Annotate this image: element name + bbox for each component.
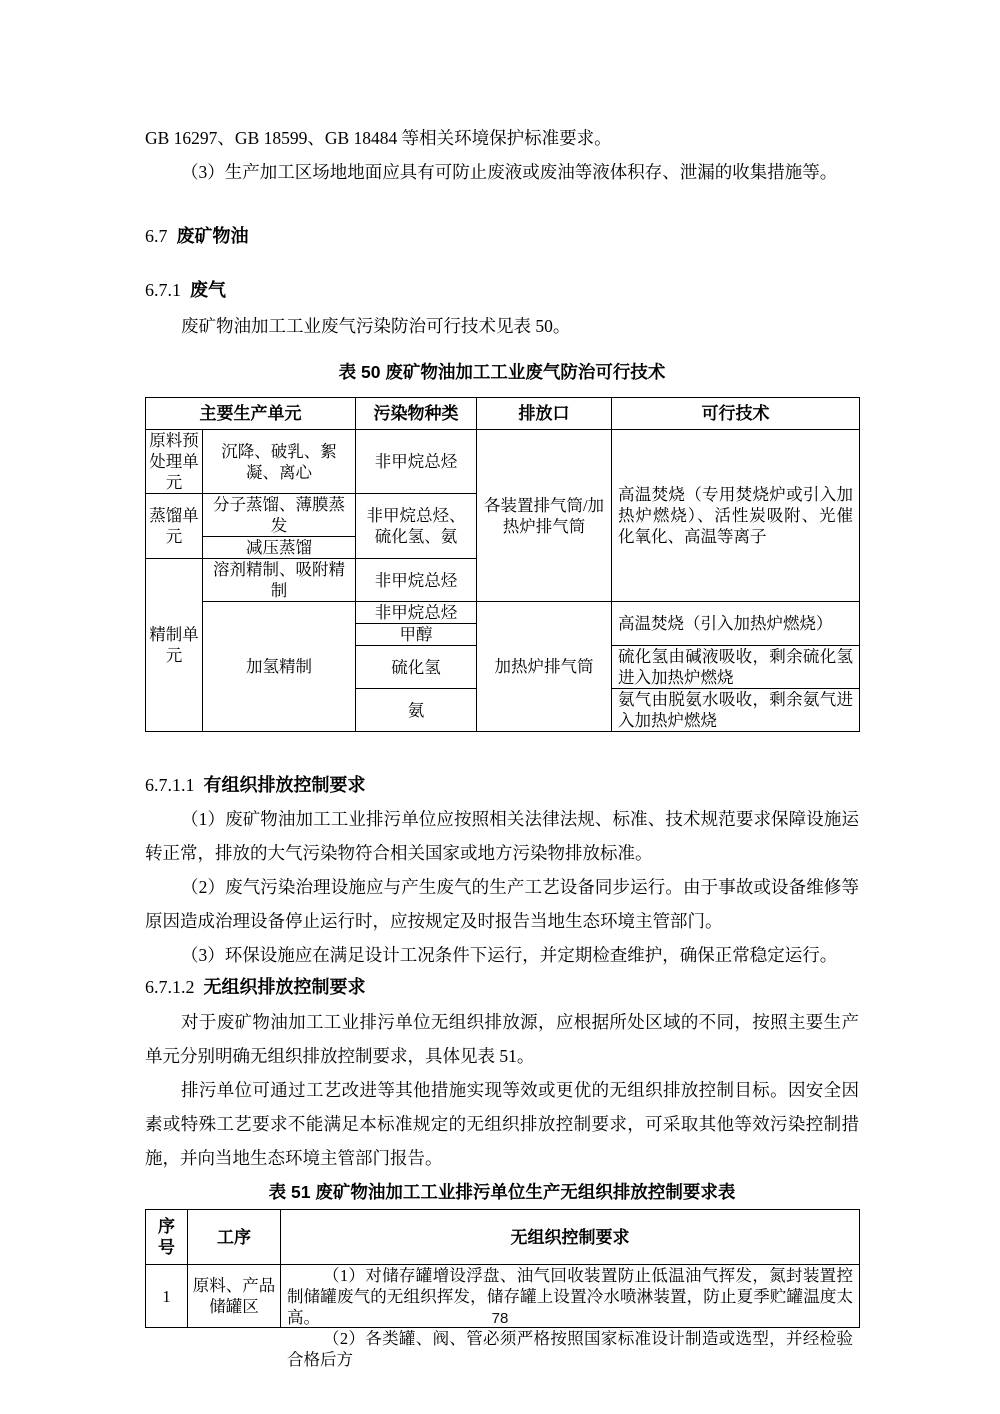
t50-cell-unit-refine: 精制单元 bbox=[146, 559, 203, 732]
t50-cell-process-solvent: 溶剂精制、吸附精制 bbox=[203, 559, 356, 602]
section-title: 废矿物油 bbox=[176, 226, 249, 246]
table50-caption: 表 50 废矿物油加工工业废气防治可行技术 bbox=[338, 362, 666, 382]
section-heading-6-7-1-2 bbox=[145, 975, 859, 999]
t50-cell-pollutant-h2s: 硫化氢 bbox=[356, 646, 477, 689]
t50-cell-pollutant-methanol: 甲醇 bbox=[356, 624, 477, 646]
paragraph-table50-intro: 废矿物油加工工业废气污染防治可行技术见表 50。 bbox=[181, 316, 571, 336]
table51-header-row bbox=[146, 1210, 860, 1265]
table-50-waste-gas-techniques bbox=[145, 397, 860, 732]
table51-caption: 表 51 废矿物油加工工业排污单位生产无组织排放控制要求表 bbox=[268, 1182, 736, 1202]
t51-header-requirement: 无组织控制要求 bbox=[281, 1210, 860, 1265]
t50-header-technique: 可行技术 bbox=[612, 398, 860, 430]
t50-cell-technique-furnace: 高温焚烧（引入加热炉燃烧） bbox=[612, 602, 860, 646]
t50-header-unit: 主要生产单元 bbox=[146, 398, 356, 430]
section-number: 6.7.1.1 bbox=[145, 775, 195, 795]
t50-cell-outlet-device-stacks: 各装置排气筒/加热炉排气筒 bbox=[477, 430, 612, 602]
requirement-item-1: （1）对储存罐增设浮盘、油气回收装置防止低温油气挥发，氮封装置控制储罐废气的无组织挥发，储存罐上设置冷水喷淋装置，防止夏季贮罐温度太高。 bbox=[287, 1266, 853, 1327]
table50-header-row bbox=[146, 398, 860, 430]
section-heading-6-7-1-1 bbox=[145, 773, 859, 797]
requirement-item-2: （2）各类罐、阀、管必须严格按照国家标准设计制造或选型，并经检验合格后方 bbox=[287, 1329, 853, 1369]
t50-cell-process-vacuum: 减压蒸馏 bbox=[203, 537, 356, 559]
t50-cell-unit-pretreat: 原料预处理单元 bbox=[146, 430, 203, 494]
paragraph-6711-2: （2）废气污染治理设施应与产生废气的生产工艺设备同步运行。由于事故或设备维修等原因造成治理设备停止运行时，应按规定及时报告当地生态环境主管部门。 bbox=[145, 877, 859, 931]
t50-header-outlet: 排放口 bbox=[477, 398, 612, 430]
paragraph-6712-2: 排污单位可通过工艺改进等其他措施实现等效或更优的无组织排放控制目标。因安全因素或特殊工艺要求不能满足本标准规定的无组织排放控制要求，可采取其他等效污染控制措施，并向当地生态环境主管部门报告。 bbox=[145, 1080, 859, 1168]
t50-cell-technique-incineration: 高温焚烧（专用焚烧炉或引入加热炉燃烧）、活性炭吸附、光催化氧化、高温等离子 bbox=[612, 430, 860, 602]
section-heading-6-7 bbox=[145, 224, 859, 248]
t50-cell-pollutant-ammonia: 氨 bbox=[356, 689, 477, 732]
t50-cell-technique-ammonia: 氨气由脱氨水吸收，剩余氨气进入加热炉燃烧 bbox=[612, 689, 860, 732]
t50-cell-process-hydro: 加氢精制 bbox=[203, 602, 356, 732]
table50-row-hydro-1 bbox=[146, 602, 860, 624]
t50-cell-pollutant-nmhc2: 非甲烷总烃 bbox=[356, 559, 477, 602]
section-number: 6.7.1.2 bbox=[145, 977, 195, 997]
section-title: 无组织排放控制要求 bbox=[203, 977, 366, 997]
t50-cell-process-settling: 沉降、破乳、絮凝、离心 bbox=[203, 430, 356, 494]
t51-cell-no: 1 bbox=[146, 1265, 188, 1328]
t50-cell-process-molecular: 分子蒸馏、薄膜蒸发 bbox=[203, 494, 356, 537]
table50-row-pretreatment bbox=[146, 430, 860, 494]
section-title: 有组织排放控制要求 bbox=[203, 775, 366, 795]
t50-cell-pollutant-mix: 非甲烷总烃、硫化氢、氨 bbox=[356, 494, 477, 559]
t51-header-no: 序号 bbox=[146, 1210, 188, 1265]
paragraph-6712-1: 对于废矿物油加工工业排污单位无组织排放源，应根据所处区域的不同，按照主要生产单元分别明确无组织排放控制要求，具体见表 51。 bbox=[145, 1012, 859, 1066]
t50-cell-unit-distill: 蒸馏单元 bbox=[146, 494, 203, 559]
page-content bbox=[145, 121, 859, 1369]
t50-cell-technique-h2s: 硫化氢由碱液吸收，剩余硫化氢进入加热炉燃烧 bbox=[612, 646, 860, 689]
section-number: 6.7 bbox=[145, 226, 168, 246]
paragraph-standards-ref: GB 16297、GB 18599、GB 18484 等相关环境保护标准要求。 bbox=[145, 128, 612, 148]
section-heading-6-7-1 bbox=[145, 278, 859, 302]
page-number: 78 bbox=[491, 1310, 509, 1327]
section-number: 6.7.1 bbox=[145, 280, 181, 300]
section-title: 废气 bbox=[190, 280, 226, 300]
t51-cell-process: 原料、产品储罐区 bbox=[188, 1265, 281, 1328]
paragraph-item-3: （3）生产加工区场地地面应具有可防止废液或废油等液体积存、泄漏的收集措施等。 bbox=[181, 162, 838, 182]
t50-cell-pollutant-nmhc: 非甲烷总烃 bbox=[356, 430, 477, 494]
t51-header-process: 工序 bbox=[188, 1210, 281, 1265]
t50-cell-outlet-furnace-stack: 加热炉排气筒 bbox=[477, 602, 612, 732]
paragraph-6711-1: （1）废矿物油加工工业排污单位应按照相关法律法规、标准、技术规范要求保障设施运转正常，排放的大气污染物符合相关国家或地方污染物排放标准。 bbox=[145, 809, 859, 863]
paragraph-6711-3: （3）环保设施应在满足设计工况条件下运行，并定期检查维护，确保正常稳定运行。 bbox=[181, 945, 838, 965]
t50-header-pollutant: 污染物种类 bbox=[356, 398, 477, 430]
t50-cell-pollutant-nmhc3: 非甲烷总烃 bbox=[356, 602, 477, 624]
